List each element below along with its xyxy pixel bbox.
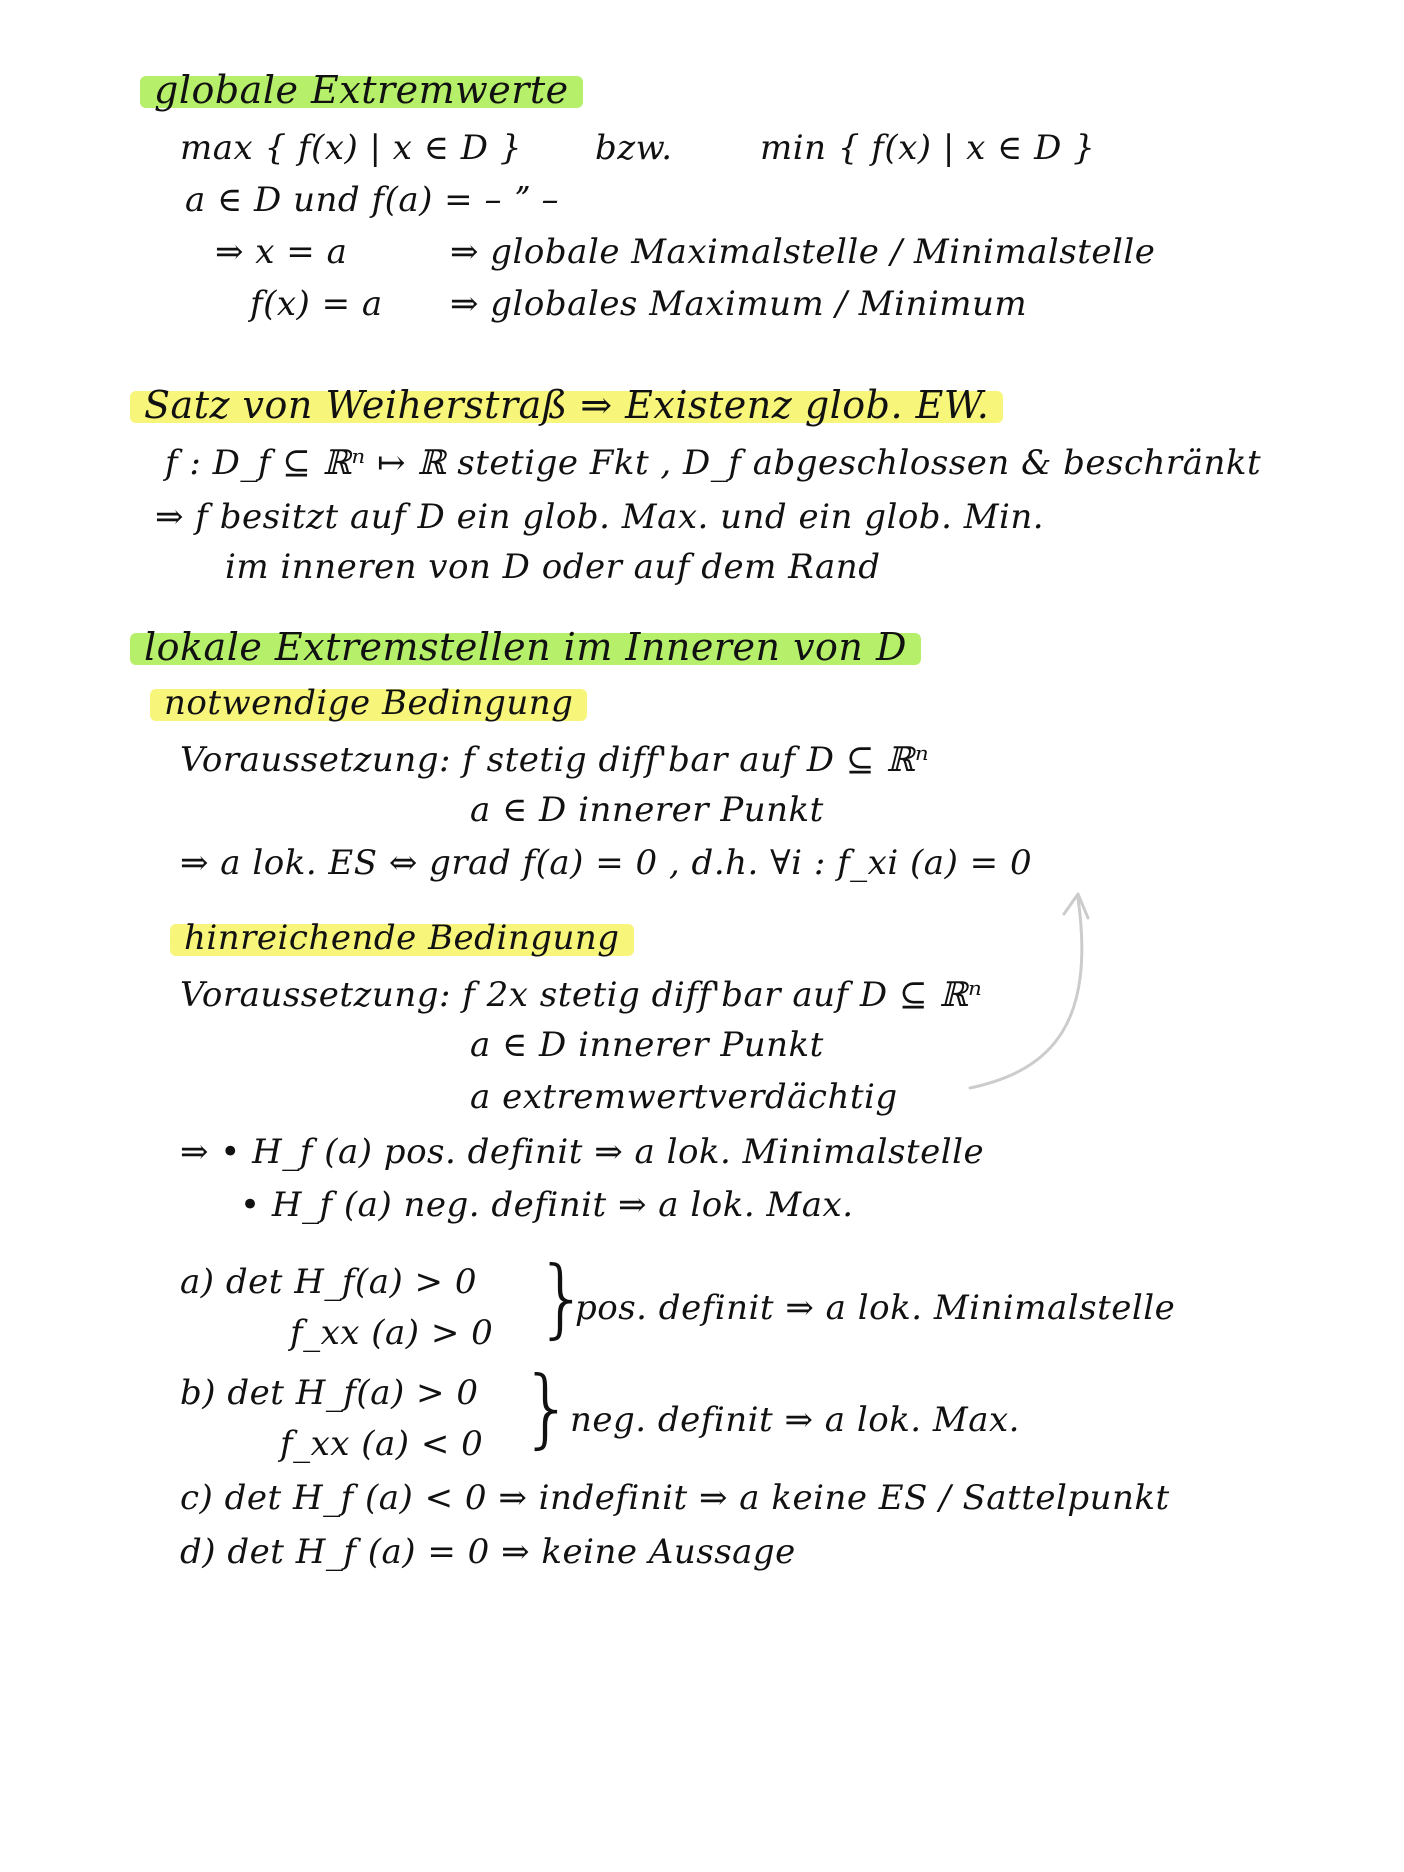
case-c-indefinite: c) det H_f (a) < 0 ⇒ indefinit ⇒ a keine ES / Sattelpunkt: [180, 1478, 1170, 1518]
case-b-fxx: f_xx (a) < 0: [280, 1424, 484, 1464]
global-maximum-minimum: ⇒ globales Maximum / Minimum: [450, 284, 1028, 324]
global-max-min-position: ⇒ globale Maximalstelle / Minimalstelle: [450, 232, 1156, 272]
max-set-expression: max { f(x) | x ∈ D }: [180, 128, 522, 168]
heading-global-extrema: [140, 70, 583, 110]
necessary-interior-point: a ∈ D innerer Punkt: [470, 790, 824, 830]
necessary-premise: Voraussetzung: f stetig diff'bar auf D ⊆ ℝⁿ: [180, 740, 930, 780]
necessary-gradient-condition: ⇒ a lok. ES ⇔ grad f(a) = 0 , d.h. ∀i : f_xi (a) = 0: [180, 843, 1033, 883]
heading-global-extrema-text: globale Extremwerte: [140, 70, 583, 110]
weierstrass-location: im inneren von D oder auf dem Rand: [225, 547, 881, 587]
sufficient-premise: Voraussetzung: f 2x stetig diff'bar auf D ⊆ ℝⁿ: [180, 975, 983, 1015]
case-a-det: a) det H_f(a) > 0: [180, 1262, 477, 1302]
implies-x-equals-a: ⇒ x = a: [215, 232, 348, 272]
heading-sufficient-condition-text: hinreichende Bedingung: [170, 918, 634, 958]
reference-arrow-icon: [960, 880, 1130, 1100]
hessian-negative-definite: • H_f (a) neg. definit ⇒ a lok. Max.: [240, 1185, 854, 1225]
heading-local-extrema: [130, 627, 921, 667]
heading-local-extrema-text: lokale Extremstellen im Inneren von D: [130, 627, 921, 667]
case-a-fxx: f_xx (a) > 0: [290, 1313, 494, 1353]
case-a-brace: }: [535, 1248, 590, 1348]
heading-necessary-condition-text: notwendige Bedingung: [150, 683, 587, 723]
min-set-expression: min { f(x) | x ∈ D }: [760, 128, 1096, 168]
weierstrass-premise: f : D_f ⊆ ℝⁿ ↦ ℝ stetige Fkt , D_f abgeschlossen & beschränkt: [165, 443, 1262, 483]
case-a-result: pos. definit ⇒ a lok. Minimalstelle: [575, 1288, 1176, 1328]
heading-necessary-condition: [150, 683, 587, 723]
case-b-det: b) det H_f(a) > 0: [180, 1373, 479, 1413]
hessian-positive-definite: ⇒ • H_f (a) pos. definit ⇒ a lok. Minimalstelle: [180, 1132, 985, 1172]
sufficient-extremum-suspect: a extremwertverdächtig: [470, 1077, 898, 1117]
case-b-brace: }: [520, 1358, 575, 1458]
bzw-word: bzw.: [595, 128, 673, 168]
sufficient-interior-point: a ∈ D innerer Punkt: [470, 1025, 824, 1065]
case-b-result: neg. definit ⇒ a lok. Max.: [570, 1400, 1020, 1440]
heading-weierstrass: [130, 385, 1003, 425]
condition-line: a ∈ D und f(a) = – ˮ –: [185, 180, 560, 220]
heading-sufficient-condition: [170, 918, 634, 958]
weierstrass-conclusion: ⇒ f besitzt auf D ein glob. Max. und ein glob. Min.: [155, 497, 1045, 537]
fx-equals-a: f(x) = a: [250, 284, 383, 324]
case-d-no-statement: d) det H_f (a) = 0 ⇒ keine Aussage: [180, 1532, 796, 1572]
heading-weierstrass-text: Satz von Weiherstraß ⇒ Existenz glob. EW.: [130, 385, 1003, 425]
